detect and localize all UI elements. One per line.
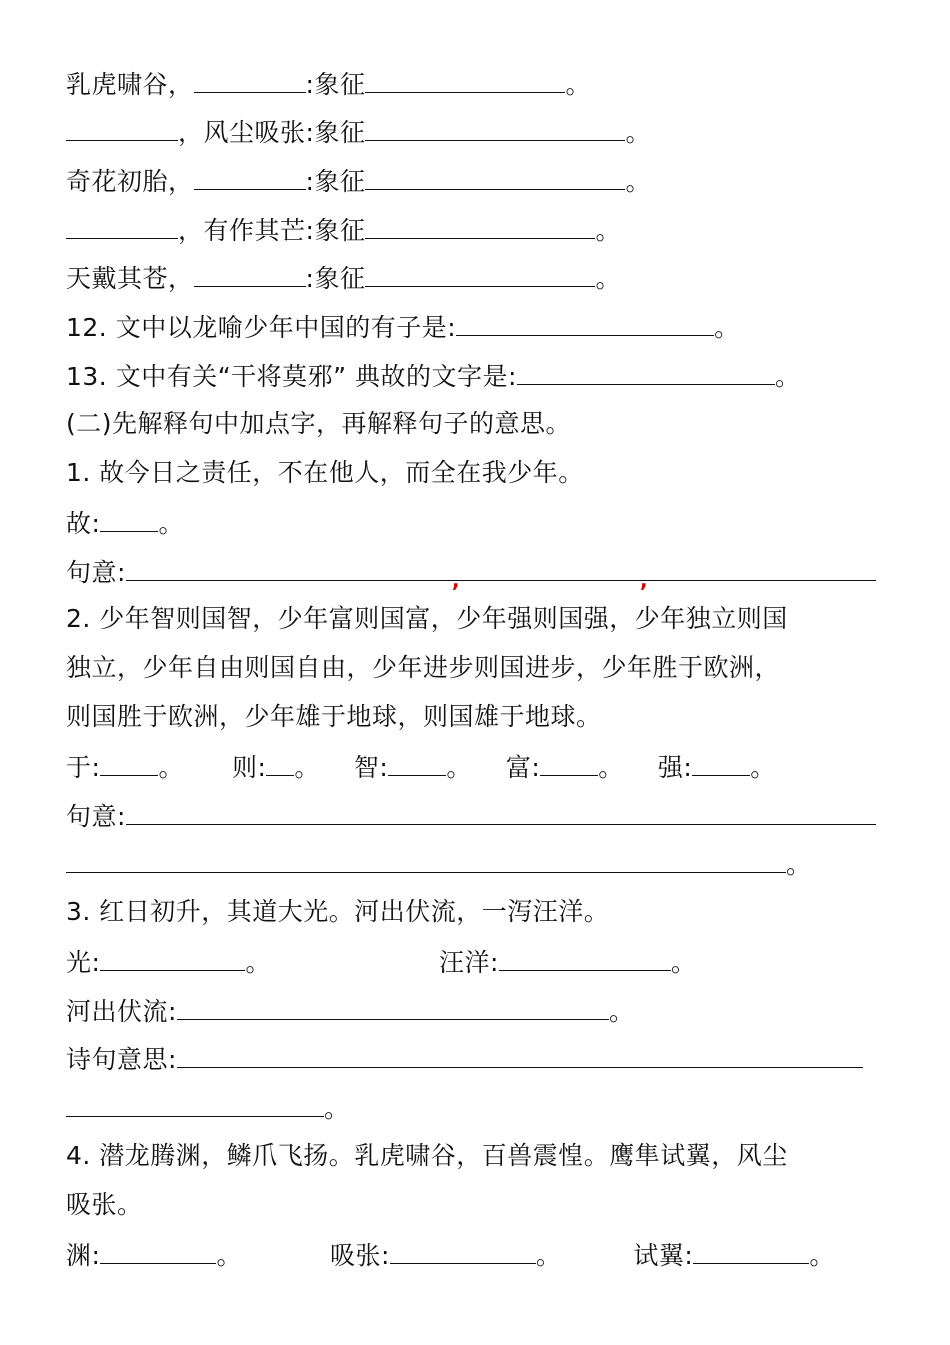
fill-line-2 [66, 114, 651, 150]
item-2-meaning-row [66, 798, 876, 834]
item-2-meaning-continuation [66, 846, 812, 882]
item-3-sentence: 3. 红日初升，其道大光。河出伏流，一泻汪洋。 [66, 897, 610, 926]
item-3-phrase-row [66, 993, 634, 1029]
question-13 [66, 358, 801, 394]
fill-line-mid: :象征 [305, 264, 366, 293]
answer-blank[interactable] [177, 1041, 863, 1068]
red-comma-mark: , [640, 568, 648, 592]
fill-line-end: 。 [595, 264, 621, 293]
word-label: 光: [66, 948, 101, 977]
word-label: 智: [353, 753, 389, 782]
fill-line-end: 。 [625, 167, 651, 196]
answer-blank[interactable] [100, 505, 158, 532]
answer-blank[interactable] [540, 749, 598, 776]
item-2-word-row [66, 749, 776, 785]
answer-blank[interactable] [66, 1090, 324, 1117]
meaning-label: 句意: [66, 558, 126, 587]
answer-blank[interactable] [66, 114, 178, 141]
item-2-line-2: 独立，少年自由则国自由，少年进步则国进步，少年胜于欧洲， [66, 653, 781, 682]
item-1-sentence: 1. 故今日之责任，不在他人，而全在我少年。 [66, 458, 584, 487]
word-end: 。 [294, 753, 320, 782]
question-text: 13. 文中有关“干将莫邪” 典故的文字是: [66, 362, 517, 391]
question-end: 。 [714, 313, 740, 342]
answer-blank[interactable] [365, 212, 595, 239]
fill-line-prefix: 奇花初胎， [66, 167, 194, 196]
answer-blank[interactable] [194, 163, 306, 190]
answer-blank[interactable] [66, 846, 786, 873]
answer-blank[interactable] [456, 309, 714, 336]
answer-blank[interactable] [100, 944, 245, 971]
word-end: 。 [158, 509, 184, 538]
word-label: 故: [66, 509, 101, 538]
answer-blank[interactable] [365, 66, 565, 93]
answer-blank[interactable] [499, 944, 671, 971]
word-label: 试翼: [633, 1241, 694, 1270]
question-end: 。 [774, 362, 801, 391]
fill-line-mid: :象征 [305, 216, 366, 245]
word-end: 。 [750, 753, 776, 782]
answer-blank[interactable] [126, 554, 876, 581]
phrase-label: 河出伏流: [66, 997, 177, 1026]
section-2-title: (二)先解释句中加点字，再解释句子的意思。 [66, 409, 572, 438]
fill-line-mid: :象征 [305, 167, 366, 196]
question-text: 12. 文中以龙喻少年中国的有子是: [66, 313, 457, 342]
answer-blank[interactable] [66, 212, 178, 239]
word-end: 。 [158, 753, 184, 782]
item-1-meaning-row [66, 554, 876, 590]
fill-line-5 [66, 260, 621, 296]
word-end: 。 [245, 948, 271, 977]
word-end: 。 [598, 753, 624, 782]
word-label: 汪洋: [438, 948, 499, 977]
fill-line-prefix: 乳虎啸谷， [66, 70, 194, 99]
word-end: 。 [809, 1241, 835, 1270]
answer-blank[interactable] [693, 1237, 809, 1264]
item-4-word-row [66, 1237, 835, 1273]
meaning-label: 诗句意思: [66, 1045, 177, 1074]
word-label: 强: [657, 753, 693, 782]
answer-blank[interactable] [194, 260, 306, 287]
word-label: 渊: [66, 1241, 101, 1270]
answer-blank[interactable] [126, 798, 876, 825]
item-3-meaning-row [66, 1041, 863, 1077]
word-end: 。 [216, 1241, 242, 1270]
fill-line-mid: :象征 [305, 118, 366, 147]
word-label: 于: [66, 753, 101, 782]
answer-blank[interactable] [517, 358, 775, 385]
word-label: 吸张: [329, 1241, 390, 1270]
word-end: 。 [670, 948, 697, 977]
fill-line-prefix: ，有作其芒 [178, 216, 306, 245]
word-end: 。 [446, 753, 472, 782]
item-3-word-row [66, 944, 696, 980]
item-4-line-2: 吸张。 [66, 1190, 143, 1219]
item-3-meaning-continuation [66, 1090, 350, 1126]
answer-blank[interactable] [100, 1237, 216, 1264]
answer-blank[interactable] [177, 993, 609, 1020]
fill-line-prefix: ，风尘吸张 [178, 118, 306, 147]
word-end: 。 [535, 1241, 562, 1270]
fill-line-1 [66, 66, 591, 102]
fill-line-prefix: 天戴其苍， [66, 264, 194, 293]
red-comma-mark: , [452, 568, 460, 592]
answer-blank[interactable] [194, 66, 306, 93]
meaning-label: 句意: [66, 802, 126, 831]
fill-line-mid: :象征 [305, 70, 366, 99]
fill-line-3 [66, 163, 651, 199]
answer-blank[interactable] [365, 260, 595, 287]
answer-blank[interactable] [365, 114, 625, 141]
answer-blank[interactable] [692, 749, 750, 776]
answer-blank[interactable] [388, 749, 446, 776]
item-4-line-1: 4. 潜龙腾渊，鳞爪飞扬。乳虎啸谷，百兽震惶。鹰隼试翼，风尘 [66, 1141, 788, 1170]
answer-blank[interactable] [390, 1237, 536, 1264]
word-label: 则: [231, 753, 267, 782]
answer-blank[interactable] [100, 749, 158, 776]
answer-blank[interactable] [266, 749, 294, 776]
question-12 [66, 309, 740, 345]
item-2-line-1: 2. 少年智则国智，少年富则国富，少年强则国强，少年独立则国 [66, 604, 788, 633]
fill-line-end: 。 [565, 70, 591, 99]
meaning-end: 。 [786, 850, 812, 879]
fill-line-end: 。 [595, 216, 621, 245]
word-label: 富: [505, 753, 541, 782]
fill-line-4 [66, 212, 621, 248]
item-1-word-row [66, 505, 184, 541]
phrase-end: 。 [608, 997, 635, 1026]
meaning-end: 。 [324, 1094, 350, 1123]
answer-blank[interactable] [365, 163, 625, 190]
fill-line-end: 。 [625, 118, 651, 147]
item-2-line-3: 则国胜于欧洲，少年雄于地球，则国雄于地球。 [66, 702, 602, 731]
